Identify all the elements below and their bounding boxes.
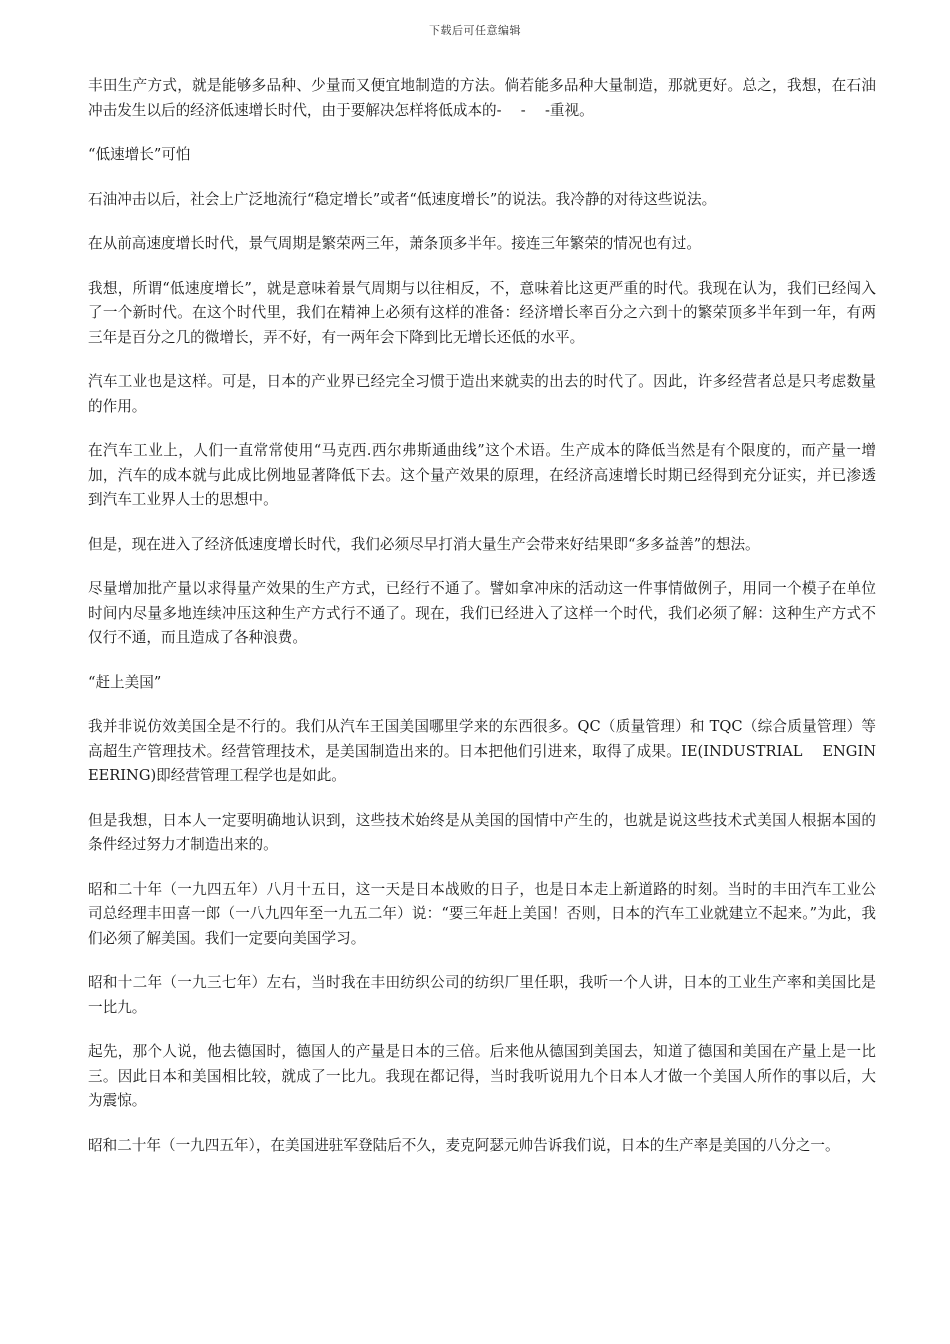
paragraph: 尽量增加批产量以求得量产效果的生产方式，已经行不通了。譬如拿冲床的活动这一件事情做例子，用同一个模子在单位时间内尽量多地连续冲压这种生产方式行不通了。现在，我们已经进入了这样一个时代，我们必须了解：这种生产方式不仅行不通，而且造成了各种浪费。: [88, 580, 876, 646]
paragraph: 丰田生产方式，就是能够多品种、少量而又便宜地制造的方法。倘若能多品种大量制造，那就更好。总之，我想，在石油冲击发生以后的经济低速增长时代，由于要解决怎样将低成本的- - -重视。: [88, 77, 876, 119]
paragraph: 昭和二十年（一九四五年）八月十五日，这一天是日本战败的日子，也是日本走上新道路的时刻。当时的丰田汽车工业公司总经理丰田喜一郎（一八九四年至一九五二年）说：“要三年赶上美国！否则，日本的汽车工业就建立不起来。”为此，我们必须了解美国。我们一定要向美国学习。: [88, 880, 876, 947]
paragraph: 昭和二十年（一九四五年），在美国进驻军登陆后不久，麦克阿瑟元帅告诉我们说，日本的生产率是美国的八分之一。: [88, 1136, 840, 1154]
paragraph: 我想，所谓“低速度增长”，就是意味着景气周期与以往相反，不，意味着比这更严重的时代。我现在认为，我们已经闯入了一个新时代。在这个时代里，我们在精神上必须有这样的准备：经济增长率百分之六到十的繁荣顶多半年到一年，有两三年是百分之几的微增长，弄不好，有一两年会下降到比无增长还低的水平。: [88, 279, 876, 346]
section-heading: “赶上美国”: [88, 673, 162, 691]
paragraph: 我并非说仿效美国全是不行的。我们从汽车王国美国哪里学来的东西很多。QC（质量管理）和 TQC（综合质量管理）等高超生产管理技术。经营管理技术，是美国制造出来的。日本把他们引进来，取得了成果。IE(INDUSTRIAL ENGINEERING)即经营管理工程学也是如此。: [88, 718, 876, 784]
paragraph: 在汽车工业上，人们一直常常使用“马克西.西尔弗斯通曲线”这个术语。生产成本的降低当然是有个限度的，而产量一增加，汽车的成本就与此成比例地显著降低下去。这个量产效果的原理，在经济高速增长时期已经得到充分证实，并已渗透到汽车工业界人士的思想中。: [88, 442, 876, 508]
paragraph: 汽车工业也是这样。可是，日本的产业界已经完全习惯于造出来就卖的出去的时代了。因此，许多经营者总是只考虑数量的作用。: [88, 373, 876, 415]
paragraph: 起先，那个人说，他去德国时，德国人的产量是日本的三倍。后来他从德国到美国去，知道了德国和美国在产量上是一比三。因此日本和美国相比较，就成了一比九。我现在都记得，当时我听说用九个日本人才做一个美国人所作的事以后，大为震惊。: [88, 1043, 876, 1109]
document-body: [88, 74, 876, 1178]
paragraph: 但是，现在进入了经济低速度增长时代，我们必须尽早打消大量生产会带来好结果即“多多益善”的想法。: [88, 535, 760, 553]
section-heading: “低速增长”可怕: [88, 146, 191, 163]
page-header: 下载后可任意编辑: [429, 24, 521, 37]
paragraph: 但是我想，日本人一定要明确地认识到，这些技术始终是从美国的国情中产生的，也就是说这些技术式美国人根据本国的条件经过努力才制造出来的。: [88, 811, 876, 853]
paragraph: 石油冲击以后，社会上广泛地流行“稳定增长”或者“低速度增长”的说法。我冷静的对待这些说法。: [88, 190, 717, 208]
paragraph: 在从前高速度增长时代，景气周期是繁荣两三年，萧条顶多半年。接连三年繁荣的情况也有过。: [88, 235, 701, 252]
paragraph: 昭和十二年（一九三七年）左右，当时我在丰田纺织公司的纺织厂里任职，我听一个人讲，日本的工业生产率和美国比是一比九。: [88, 974, 876, 1016]
